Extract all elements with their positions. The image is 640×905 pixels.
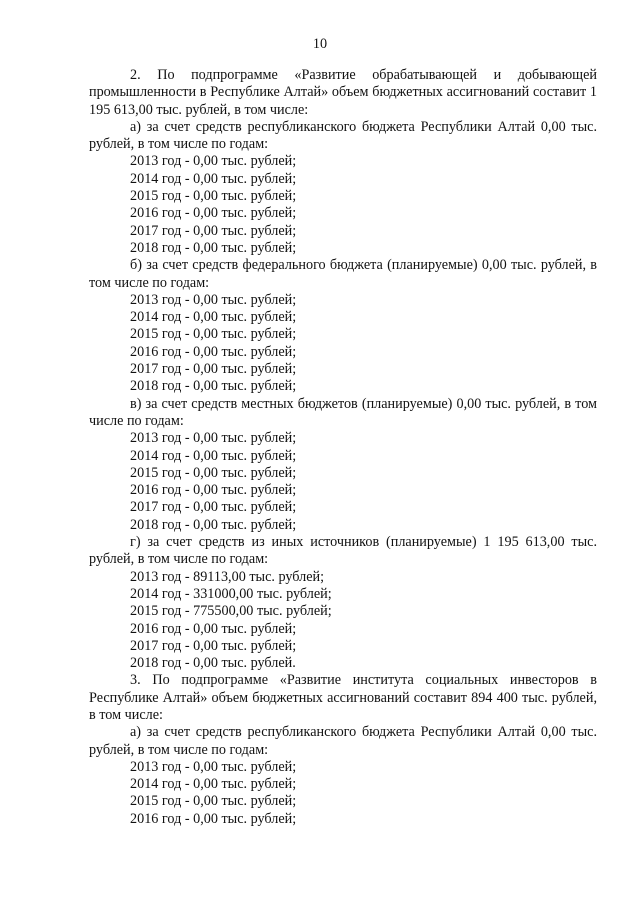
section-2-g-year-2016: 2016 год - 0,00 тыс. рублей; [130,620,297,637]
section-2-v-year-2016: 2016 год - 0,00 тыс. рублей; [130,482,297,499]
document-body [89,67,597,828]
section-2-g-year-2013: 2013 год - 89113,00 тыс. рублей; [130,568,325,585]
section-2-item-a: а) за счет средств республиканского бюджета Республики Алтай 0,00 тыс. рублей, в том числе по годам: [89,118,597,153]
section-2-a-year-2017: 2017 год - 0,00 тыс. рублей; [130,222,297,239]
section-2-b-year-2016: 2016 год - 0,00 тыс. рублей; [130,343,297,360]
section-2-b-year-2014: 2014 год - 0,00 тыс. рублей; [130,309,297,326]
section-2-g-year-2018: 2018 год - 0,00 тыс. рублей. [130,655,296,672]
section-3-a-year-2013: 2013 год - 0,00 тыс. рублей; [130,758,297,775]
section-2-a-year-2014: 2014 год - 0,00 тыс. рублей; [130,170,297,187]
section-2-b-year-2017: 2017 год - 0,00 тыс. рублей; [130,361,297,378]
section-2-g-year-2015: 2015 год - 775500,00 тыс. рублей; [130,603,332,620]
section-2-g-year-2017: 2017 год - 0,00 тыс. рублей; [130,637,297,654]
page-number: 10 [312,36,328,52]
section-2-a-year-2016: 2016 год - 0,00 тыс. рублей; [130,205,297,222]
section-2-v-year-2017: 2017 год - 0,00 тыс. рублей; [130,499,297,516]
section-2-v-year-2014: 2014 год - 0,00 тыс. рублей; [130,447,297,464]
section-2-a-year-2018: 2018 год - 0,00 тыс. рублей; [130,239,297,256]
section-2-v-year-2013: 2013 год - 0,00 тыс. рублей; [130,430,297,447]
section-2-intro: 2. По подпрограмме «Развитие обрабатывающей и добывающей промышленности в Республике Алтай» объем бюджетных ассигнований составит 1 195 613,00 тыс. рублей, в том числе: [89,67,597,118]
section-3-a-year-2014: 2014 год - 0,00 тыс. рублей; [130,776,297,793]
section-3-a-year-2016: 2016 год - 0,00 тыс. рублей; [130,810,297,827]
section-2-b-year-2013: 2013 год - 0,00 тыс. рублей; [130,291,297,308]
section-2-item-v: в) за счет средств местных бюджетов (планируемые) 0,00 тыс. рублей, в том числе по годам: [89,395,597,429]
section-2-b-year-2015: 2015 год - 0,00 тыс. рублей; [130,326,297,343]
section-2-a-year-2015: 2015 год - 0,00 тыс. рублей; [130,188,297,205]
section-2-v-year-2018: 2018 год - 0,00 тыс. рублей; [130,516,297,533]
section-3-intro: 3. По подпрограмме «Развитие института социальных инвесторов в Республике Алтай» объем бюджетных ассигнований составит 894 400 тыс. рублей, в том числе: [89,672,597,723]
section-3-item-a: а) за счет средств республиканского бюджета Республики Алтай 0,00 тыс. рублей, в том числе по годам: [89,724,597,758]
section-2-a-year-2013: 2013 год - 0,00 тыс. рублей; [130,153,297,170]
section-2-b-year-2018: 2018 год - 0,00 тыс. рублей; [130,378,297,395]
section-2-item-g: г) за счет средств из иных источников (планируемые) 1 195 613,00 тыс. рублей, в том числе по годам: [89,534,597,568]
section-2-g-year-2014: 2014 год - 331000,00 тыс. рублей; [130,585,332,602]
section-3-a-year-2015: 2015 год - 0,00 тыс. рублей; [130,793,297,810]
section-2-v-year-2015: 2015 год - 0,00 тыс. рублей; [130,464,297,481]
section-2-item-b: б) за счет средств федерального бюджета (планируемые) 0,00 тыс. рублей, в том числе по годам: [89,257,597,291]
